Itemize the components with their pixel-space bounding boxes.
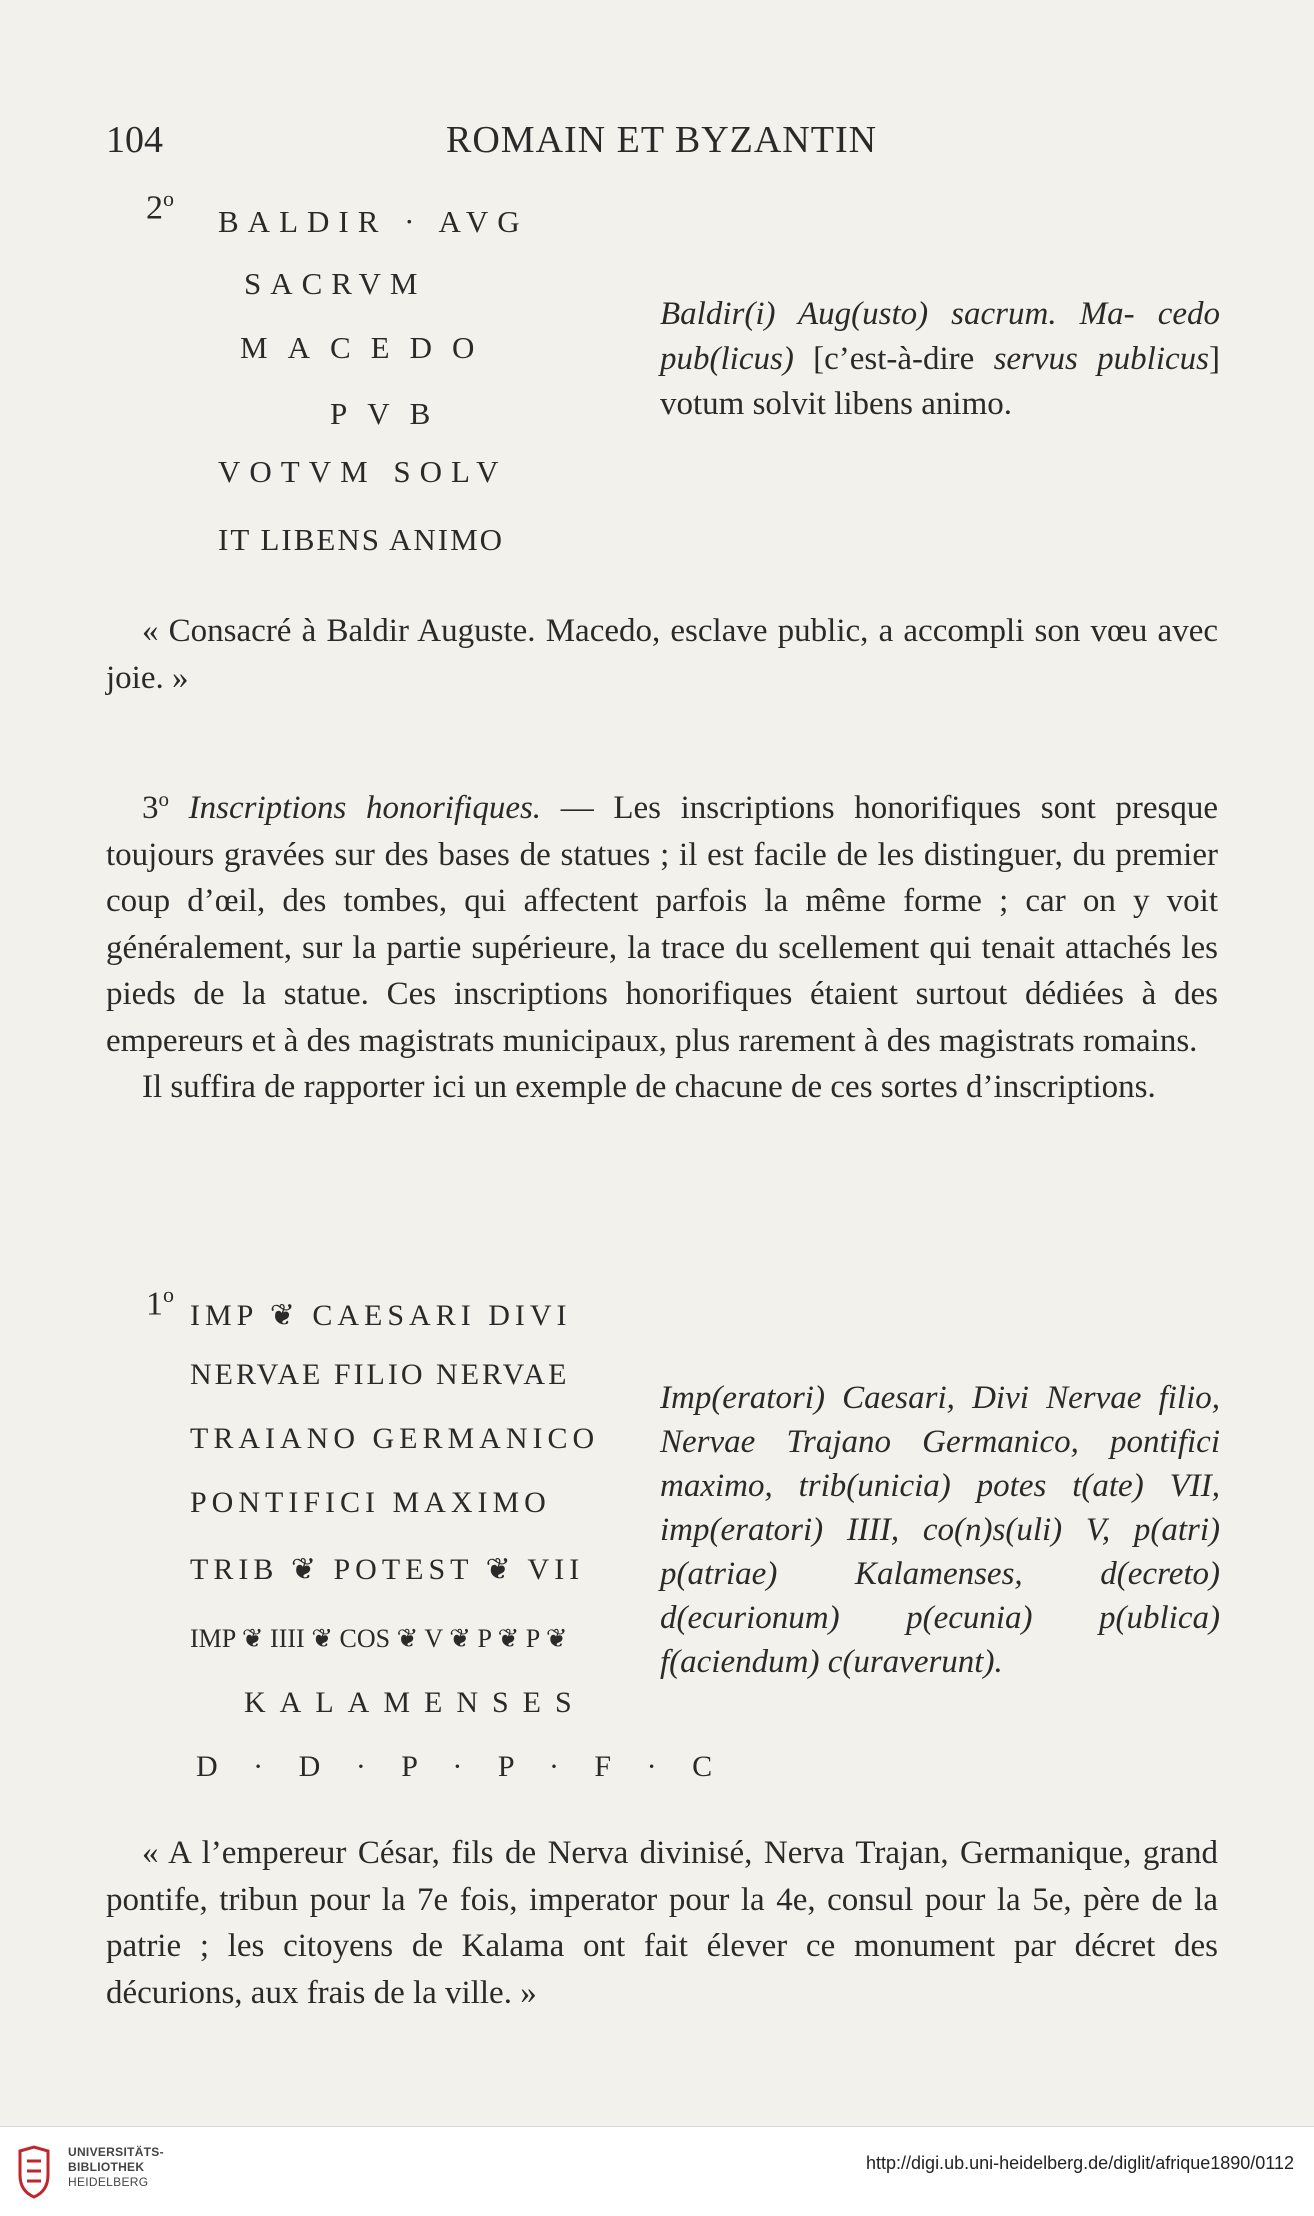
inscription-transcription: Imp(eratori) Caesari, Divi Nervae filio, Nervae Trajano Germanico, pontifici maximo, trib(unicia) potes t(ate) VII, imp(eratori) IIII, co(n)s(uli) V, p(atri) p(atriae) Kalamenses, d(ecreto) d(ecurionum) p(ecunia) p(ublica) f(aciendum) c(uraverunt). bbox=[660, 1380, 1220, 1680]
inscription-line: TRIB ❦ POTEST ❦ VII bbox=[190, 1553, 585, 1586]
source-url-link[interactable]: http://digi.ub.uni-heidelberg.de/diglit/afrique1890/0112 bbox=[866, 2153, 1294, 2173]
inscription-line: NERVAE FILIO NERVAE bbox=[190, 1358, 570, 1391]
page-number: 104 bbox=[106, 119, 163, 161]
inscription-transcription: Baldir(i) Aug(usto) sacrum. Ma- cedo pub(licus) [c’est-à-dire servus publicus] votum solvit libens animo. bbox=[660, 296, 1221, 422]
inscription-line: PVB bbox=[330, 396, 451, 431]
inscription-line: IMP ❦ CAESARI DIVI bbox=[190, 1299, 572, 1332]
running-title: ROMAIN ET BYZANTIN bbox=[446, 119, 878, 161]
inscription-line: D · D · P · P · F · C bbox=[196, 1750, 727, 1783]
inscription-marker: 2$^o$ bbox=[146, 186, 174, 227]
inscription-line: IT LIBENS ANIMO bbox=[218, 522, 505, 557]
inscription-line: IMP ❦ IIII ❦ COS ❦ V ❦ P ❦ P ❦ bbox=[190, 1624, 568, 1653]
translation-paragraph: « A l’empereur César, fils de Nerva divinisé, Nerva Trajan, Germanique, grand pontife, tribun pour la 7e fois, imperator pour la 4e, consul pour la 5e, père de la patrie ; les citoyens de Kalama ont fait élever ce monument par décret des décurions, aux frais de la ville. » bbox=[106, 1835, 1218, 2011]
section-inscriptions-honorifiques: 3$^o$ Inscriptions honorifiques. — Les inscriptions honorifiques sont presque toujours gravées sur des bases de statues ; il est facile de les distinguer, du premier coup d’œil, des tombes, qui affectent parfois la même forme ; car on y voit généralement, sur la partie supérieure, la trace du scellement qui tenait attachés les pieds de la statue. Ces inscriptions honorifiques étaient surtout dédiées à des empereurs et à des magistrats municipaux, plus rarement à des magistrats romains. Il suffira de rapporter ici un exemple de chacune de ces sortes d’inscriptions. bbox=[106, 787, 1219, 1105]
section-title: Inscriptions honorifiques. bbox=[188, 790, 542, 826]
inscription-line: MACEDO bbox=[240, 330, 495, 365]
inscription-line: SACRVM bbox=[244, 266, 427, 301]
inscription-line: BALDIR · AVG bbox=[218, 204, 529, 239]
library-footer bbox=[0, 2126, 1314, 2216]
library-logo-icon bbox=[14, 2145, 54, 2199]
section-number: 3$^o$ bbox=[142, 787, 169, 826]
inscription-line: KALAMENSES bbox=[244, 1686, 586, 1719]
inscription-marker: 1$^o$ bbox=[146, 1282, 174, 1323]
inscription-line: TRAIANO GERMANICO bbox=[190, 1422, 600, 1455]
inscription-line: PONTIFICI MAXIMO bbox=[190, 1486, 551, 1519]
translation-paragraph: « Consacré à Baldir Auguste. Macedo, esclave public, a accompli son vœu avec joie. » bbox=[106, 613, 1218, 696]
inscription-line: VOTVM SOLV bbox=[218, 454, 508, 489]
library-name: UNIVERSITÄTS- BIBLIOTHEK HEIDELBERG bbox=[68, 2145, 164, 2189]
page-header bbox=[106, 118, 1218, 162]
